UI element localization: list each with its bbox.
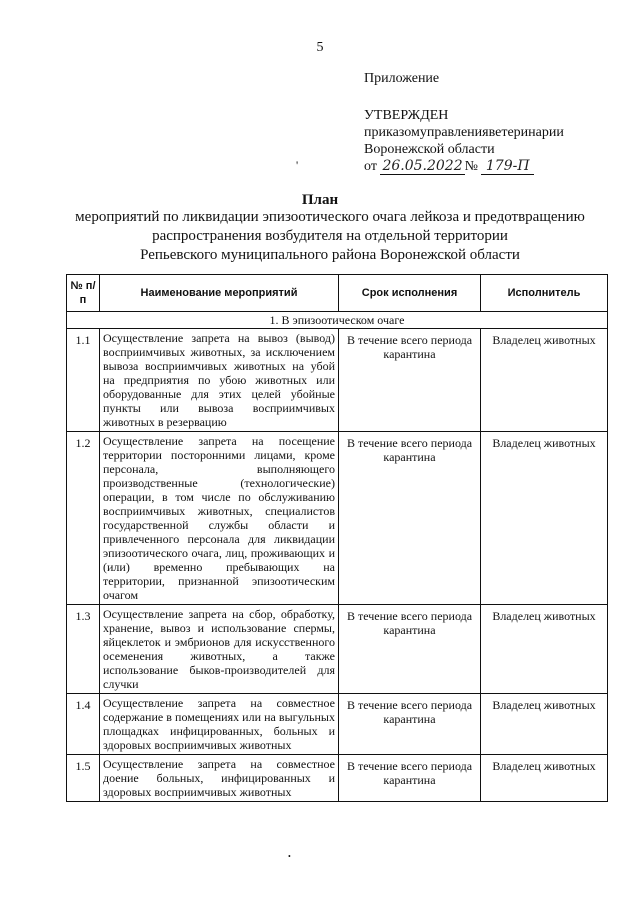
order-word: приказом <box>364 125 420 140</box>
order-word: управления <box>419 125 489 140</box>
row-name: Осуществление запрета на посещение территории посторонними лицами, кроме персонала, выполняющего производственные (технологические) операции, в том числе по обслуживанию восприимчивых животных, специалистов государственной службы области и привлеченного персонала для ликвидации эпизоотического очага, лиц, проживающих и (или) временно пребывающих на территории, признанной эпизоотическим очагом <box>100 432 339 605</box>
appendix-label: Приложение <box>364 71 440 86</box>
section-row <box>67 312 608 329</box>
table-row <box>67 694 608 755</box>
approval-block <box>364 70 564 175</box>
number-label: № <box>464 159 478 174</box>
section-title: 1. В эпизоотическом очаге <box>67 312 608 329</box>
row-term: В течение всего периода карантина <box>339 694 481 755</box>
table-row <box>67 605 608 694</box>
header-term: Срок исполнения <box>339 275 481 312</box>
measures-table <box>66 274 608 802</box>
order-word: ветеринарии <box>488 125 564 140</box>
row-num: 1.3 <box>67 605 100 694</box>
row-name: Осуществление запрета на совместное доение больных, инфицированных и здоровых восприимчивых животных <box>100 755 339 802</box>
table-row <box>67 755 608 802</box>
table-row <box>67 329 608 432</box>
subtitle-line: мероприятий по ликвидации эпизоотического очага лейкоза и предотвращению <box>75 209 585 225</box>
document-subtitle <box>60 208 600 265</box>
row-term: В течение всего периода карантина <box>339 432 481 605</box>
row-term: В течение всего периода карантина <box>339 329 481 432</box>
row-exec: Владелец животных <box>481 432 608 605</box>
row-exec: Владелец животных <box>481 329 608 432</box>
row-name: Осуществление запрета на совместное содержание в помещениях или на выгульных площадках инфицированных, больных и здоровых восприимчивых животных <box>100 694 339 755</box>
order-date-line <box>364 158 534 175</box>
row-num: 1.2 <box>67 432 100 605</box>
row-name: Осуществление запрета на вывоз (вывод) восприимчивых животных, за исключением вывоза восприимчивых животных на убой на предприятия по убою животных или оборудованные для этих целей убойные пункты или вывоза восприимчивых животных в резервацию <box>100 329 339 432</box>
subtitle-line: Репьевского муниципального района Воронежской области <box>140 247 520 263</box>
subtitle-line: распространения возбудителя на отдельной территории <box>152 228 508 244</box>
row-name: Осуществление запрета на сбор, обработку, хранение, вывоз и использование спермы, яйцеклеток и эмбрионов для искусственного осеменения животных, а также использование быков-производителей для случки <box>100 605 339 694</box>
handwritten-date: 26.05.2022 <box>382 158 463 174</box>
from-label: от <box>364 159 377 174</box>
stray-mark: • <box>288 852 291 861</box>
row-exec: Владелец животных <box>481 755 608 802</box>
row-num: 1.1 <box>67 329 100 432</box>
order-text <box>364 124 564 158</box>
approved-label: УТВЕРЖДЕН <box>364 108 449 123</box>
header-name: Наименование мероприятий <box>100 275 339 312</box>
header-num: № п/п <box>67 275 100 312</box>
row-term: В течение всего периода карантина <box>339 605 481 694</box>
order-line-2: Воронежской области <box>364 142 495 157</box>
handwritten-number: 179-П <box>481 159 534 175</box>
header-exec: Исполнитель <box>481 275 608 312</box>
row-num: 1.5 <box>67 755 100 802</box>
table-header-row <box>67 275 608 312</box>
stray-mark: ' <box>296 158 299 172</box>
row-exec: Владелец животных <box>481 605 608 694</box>
table-row <box>67 432 608 605</box>
row-exec: Владелец животных <box>481 694 608 755</box>
row-term: В течение всего периода карантина <box>339 755 481 802</box>
document-title: План <box>301 192 339 208</box>
page-number: 5 <box>316 40 324 55</box>
row-num: 1.4 <box>67 694 100 755</box>
